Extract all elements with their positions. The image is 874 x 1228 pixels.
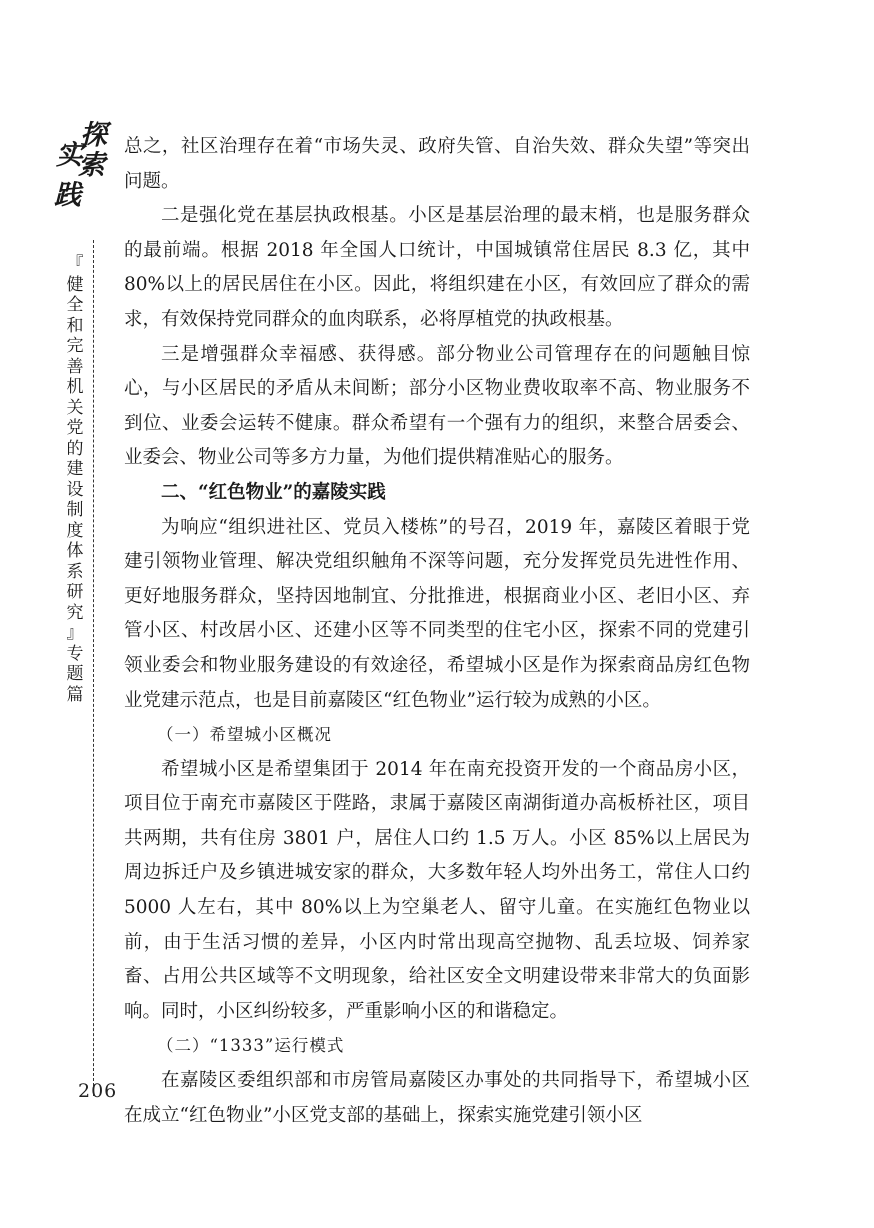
paragraph: 三是增强群众幸福感、获得感。部分物业公司管理存在的问题触目惊心，与小区居民的矛盾从未间断；部分小区物业费收取率不高、物业服务不到位、业委会运转不健康。群众希望有一个强有力的组织，来整合居委会、业委会、物业公司等多方力量，为他们提供精准贴心的服务。 (124, 343, 750, 469)
series-title-char: 制 (66, 500, 84, 520)
series-title-char: 专 (66, 643, 84, 664)
series-title (65, 254, 85, 705)
series-title-char: 关 (66, 397, 84, 418)
series-brand-logo (54, 120, 107, 234)
brand-char: 实 (56, 140, 83, 171)
paragraph: 在嘉陵区委组织部和市房管局嘉陵区办事处的共同指导下，希望城小区在成立“红色物业”小区党支部的基础上，探索实施党建引领小区 (124, 1070, 750, 1126)
series-title-char: 的 (66, 438, 84, 459)
series-title-char: 『 (66, 254, 84, 274)
series-title-char: 』 (66, 623, 84, 643)
series-title-char: 究 (66, 602, 84, 623)
series-title-char: 和 (66, 315, 84, 336)
series-title-char: 度 (66, 520, 84, 541)
body-text (124, 130, 750, 1133)
series-title-char: 建 (66, 459, 84, 479)
series-title-char: 设 (66, 479, 84, 500)
series-title-char: 体 (66, 541, 84, 561)
series-title-char: 党 (66, 418, 84, 438)
series-title-char: 善 (66, 356, 84, 377)
series-title-char: 篇 (66, 684, 84, 705)
brand-char: 践 (54, 180, 81, 211)
brand-char: 探 (80, 120, 107, 151)
section-heading: 二、“红色物业”的嘉陵实践 (161, 481, 386, 503)
paragraph: 为响应“组织进社区、党员入楼栋”的号召，2019 年，嘉陵区着眼于党建引领物业管理、解决党组织触角不深等问题，充分发挥党员先进性作用、更好地服务群众，坚持因地制宜、分批推进，根据商业小区、老旧小区、弃管小区、村改居小区、还建小区等不同类型的住宅小区，探索不同的党建引领业委会和物业服务建设的有效途径，希望城小区是作为探索商品房红色物业党建示范点，也是目前嘉陵区“红色物业”运行较为成熟的小区。 (124, 516, 750, 711)
paragraph: 二是强化党在基层执政根基。小区是基层治理的最末梢，也是服务群众的最前端。根据 2018 年全国人口统计，中国城镇常住居民 8.3 亿，其中 80%以上的居民居住在小区。因此，将组织建在小区，有效回应了群众的需求，有效保持党同群众的血肉联系，必将厚植党的执政根基。 (124, 205, 750, 330)
series-title-char: 全 (66, 295, 84, 315)
page-number: 206 (78, 1080, 118, 1102)
subsection-heading: （二）“1333”运行模式 (157, 1036, 345, 1056)
paragraph: 希望城小区是希望集团于 2014 年在南充投资开发的一个商品房小区，项目位于南充市嘉陵区于陛路，隶属于嘉陵区南湖街道办高板桥社区，项目共两期，共有住房 3801 户，居住人口约 1.5 万人。小区 85%以上居民为周边拆迁户及乡镇进城安家的群众，大多数年轻人均外出务工，常住人口约 5000 人左右，其中 80%以上为空巢老人、留守儿童。在实施红色物业以前，由于生活习惯的差异，小区内时常出现高空抛物、乱丢垃圾、饲养家畜、占用公共区域等不文明现象，给社区安全文明建设带来非常大的负面影响。同时，小区纠纷较多，严重影响小区的和谐稳定。 (124, 758, 750, 1022)
subsection-heading: （一）希望城小区概况 (157, 725, 332, 745)
series-title-char: 健 (66, 274, 84, 295)
series-title-char: 完 (66, 336, 84, 356)
sidebar (54, 120, 118, 1104)
series-title-char: 研 (66, 582, 84, 602)
series-title-char: 题 (66, 664, 84, 684)
paragraph: 总之，社区治理存在着“市场失灵、政府失管、自治失效、群众失望”等突出问题。 (124, 136, 750, 192)
margin-dashed-rule (93, 240, 94, 1096)
series-title-char: 机 (66, 377, 84, 397)
series-title-char: 系 (66, 561, 84, 582)
brand-char: 索 (78, 150, 105, 181)
